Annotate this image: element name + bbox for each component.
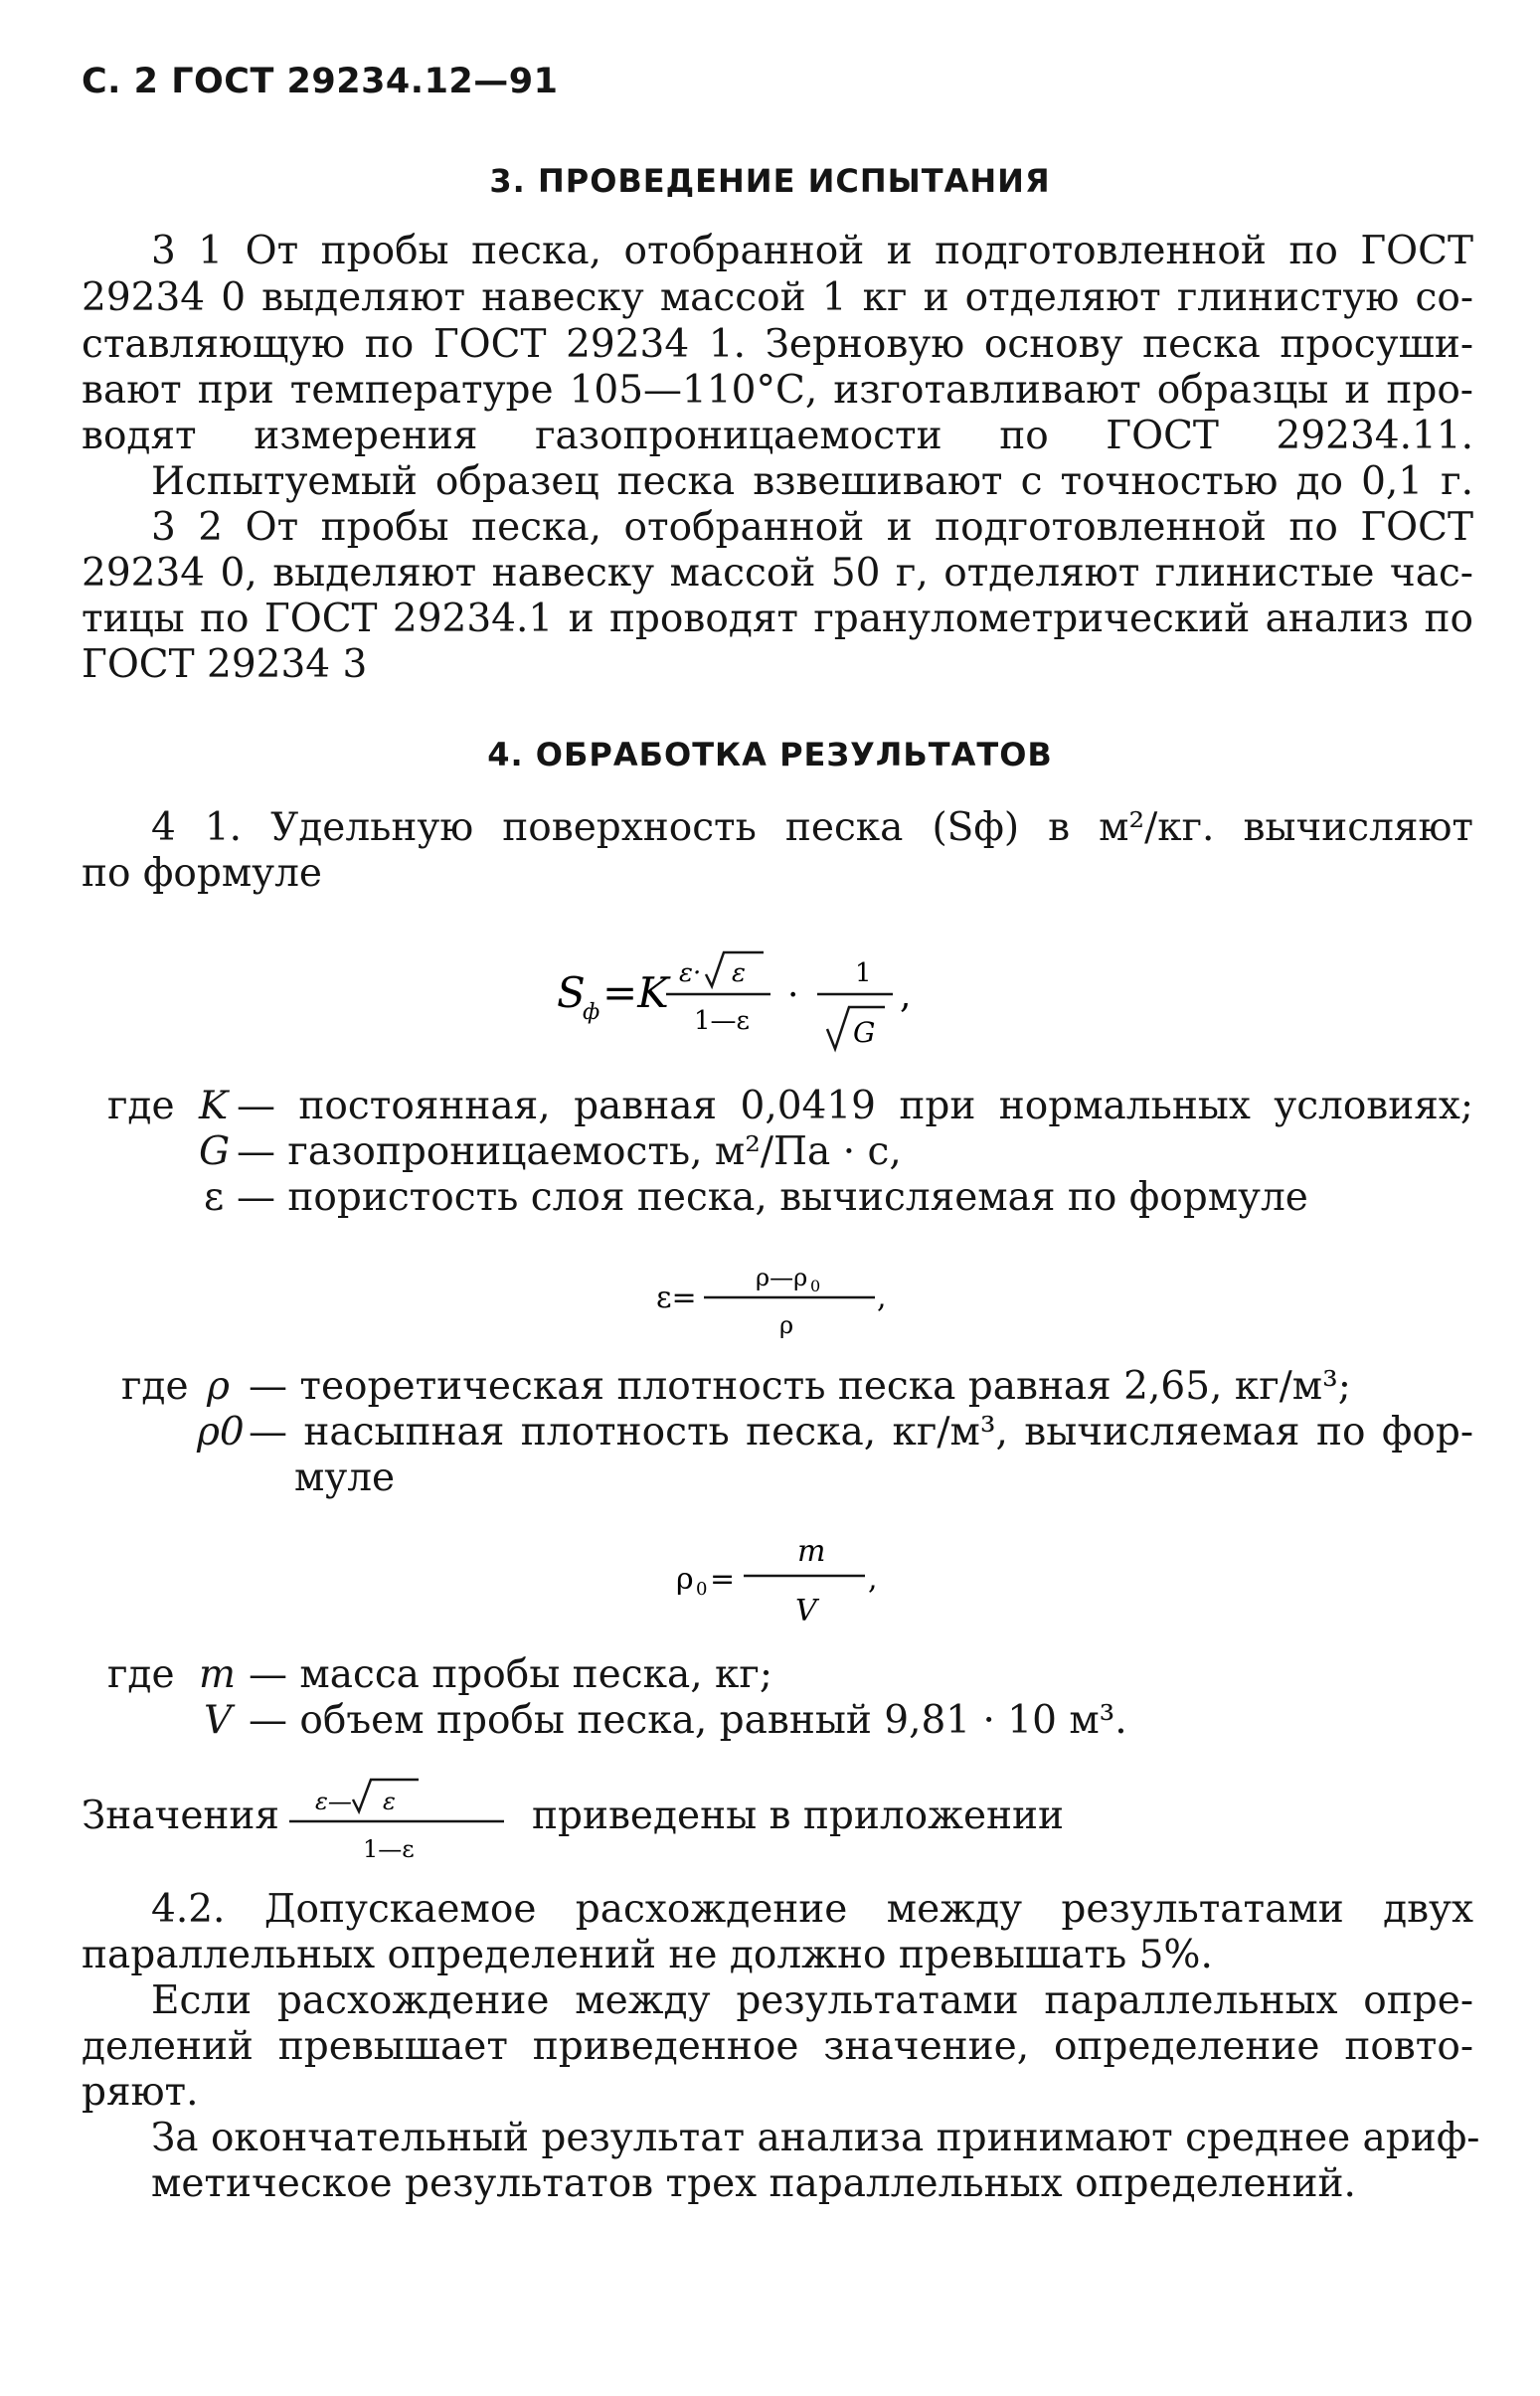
where-lead: где [121, 1364, 189, 1409]
definition-m: — масса пробы песка, кг; [249, 1652, 772, 1697]
svg-text:ε—: ε— [315, 1788, 352, 1815]
svg-text:G: G [853, 1016, 876, 1049]
text-line: 29234 0, выделяют навеску массой 50 г, отделяют глинистые час- [82, 551, 1473, 596]
svg-text:=: = [710, 1562, 736, 1597]
text-line: 3 2 От пробы песка, отобранной и подготовленной по ГОСТ [151, 505, 1473, 550]
text-line: параллельных определений не должно превышать 5%. [82, 1933, 1213, 1977]
text-line: метическое результатов трех параллельных определений. [151, 2161, 1356, 2206]
symbol-k: K [199, 1084, 229, 1128]
values-suffix: приведены в приложении [532, 1794, 1065, 1838]
text-line: Испытуемый образец песка взвешивают с точностью до 0,1 г. [151, 459, 1473, 504]
text-line: ставляющую по ГОСТ 29234 1. Зерновую основу песка просуши- [82, 322, 1473, 367]
symbol-m: m [199, 1652, 236, 1697]
text-line: 4 1. Удельную поверхность песка (Sф) в м²/кг. вычисляют [151, 805, 1473, 850]
svg-text:,: , [877, 1281, 887, 1315]
svg-text:0: 0 [696, 1579, 708, 1600]
values-prefix: Значения [82, 1794, 279, 1838]
definition-continuation: муле [294, 1455, 396, 1500]
definition-epsilon: — пористость слоя песка, вычисляемая по формуле [237, 1175, 1308, 1220]
text-line: делений превышает приведенное значение, определение повто- [82, 2024, 1473, 2069]
text-line: ряют. [82, 2070, 199, 2115]
svg-text:ε: ε [732, 958, 746, 988]
text-line: вают при температуре 105—110°С, изготавливают образцы и про- [82, 368, 1473, 413]
text-line: по формуле [82, 851, 322, 896]
svg-text:ρ—ρ: ρ—ρ [756, 1264, 808, 1291]
definition-k: — постоянная, равная 0,0419 при нормальных условиях; [237, 1084, 1473, 1128]
definition-rho: — теоретическая плотность песка равная 2,65, кг/м³; [249, 1364, 1351, 1409]
text-line: Если расхождение между результатами параллельных опре- [151, 1978, 1473, 2023]
svg-text:ρ: ρ [779, 1311, 794, 1339]
formula-lhs: S [557, 968, 586, 1017]
svg-text:ε=: ε= [656, 1281, 697, 1315]
where-lead: где [107, 1652, 175, 1697]
symbol-v: V [204, 1698, 233, 1743]
svg-text:,: , [868, 1562, 878, 1597]
symbol-rho: ρ [207, 1364, 230, 1409]
definition-rho0: — насыпная плотность песка, кг/м³, вычисляемая по фор- [249, 1410, 1473, 1455]
page-header: С. 2 ГОСТ 29234.12—91 [82, 62, 559, 101]
text-line: тицы по ГОСТ 29234.1 и проводят гранулометрический анализ по [82, 597, 1473, 641]
svg-text:·: · [787, 975, 799, 1016]
svg-text:=K: =K [602, 968, 669, 1017]
values-fraction [283, 1762, 522, 1871]
section-4-heading: 4. ОБРАБОТКА РЕЗУЛЬТАТОВ [487, 736, 1053, 773]
symbol-g: G [199, 1129, 231, 1174]
text-line: За окончательный результат анализа принимают среднее ариф- [151, 2116, 1480, 2160]
svg-text:ф: ф [583, 1000, 600, 1025]
symbol-rho0: ρ0 [197, 1410, 245, 1455]
text-line: 3 1 От пробы песка, отобранной и подготовленной по ГОСТ [151, 229, 1473, 273]
text-line: ГОСТ 29234 3 [82, 642, 368, 687]
svg-text:1: 1 [855, 958, 872, 988]
svg-text:0: 0 [810, 1277, 821, 1295]
svg-text:ρ: ρ [676, 1562, 694, 1597]
svg-text:1—ε: 1—ε [694, 1006, 751, 1036]
porosity-formula [656, 1248, 915, 1357]
surface-area-formula [557, 930, 1054, 1059]
text-line: 29234 0 выделяют навеску массой 1 кг и отделяют глинистую со- [82, 275, 1473, 320]
symbol-epsilon: ε [204, 1175, 225, 1220]
text-line: 4.2. Допускаемое расхождение между результатами двух [151, 1887, 1473, 1932]
section-3-heading: 3. ПРОВЕДЕНИЕ ИСПЫТАНИЯ [489, 162, 1051, 200]
where-lead: где [107, 1084, 175, 1128]
text-line: водят измерения газопроницаемости по ГОСТ 29234.11. [82, 414, 1473, 458]
svg-text:1—ε: 1—ε [363, 1835, 415, 1863]
bulk-density-formula [676, 1521, 915, 1640]
svg-text:V: V [795, 1594, 817, 1628]
svg-text:ε: ε [383, 1788, 396, 1815]
definition-v: — объем пробы песка, равный 9,81 · 10 м³. [249, 1698, 1127, 1743]
svg-text:m: m [797, 1534, 826, 1569]
svg-text:ε·: ε· [679, 958, 702, 988]
definition-g: — газопроницаемость, м²/Па · с, [237, 1129, 902, 1174]
svg-text:,: , [900, 975, 912, 1016]
